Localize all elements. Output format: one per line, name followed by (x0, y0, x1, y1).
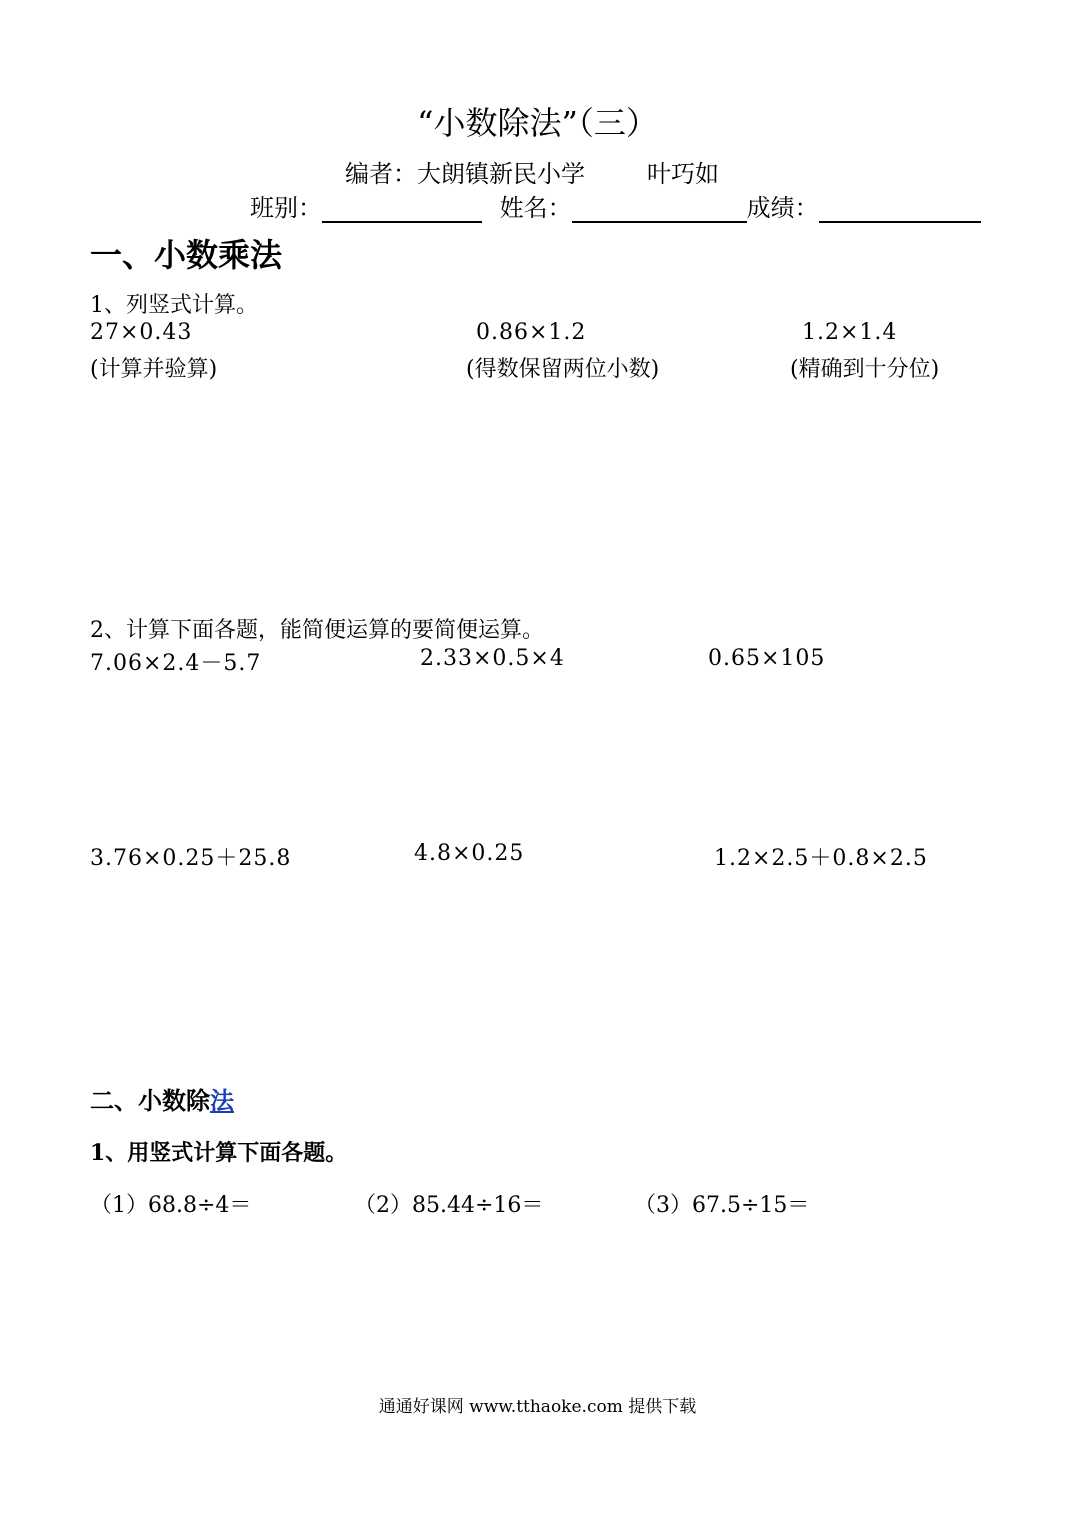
score-label: 成绩： (746, 194, 819, 222)
s2-q1-item-1: （1）68.8÷4＝ (90, 1193, 252, 1218)
q2-expr-1: 7.06×2.4－5.7 (90, 651, 262, 676)
student-info-row (250, 188, 981, 223)
q1-note-1: (计算并验算) (90, 357, 218, 382)
q2-prompt: 2、计算下面各题，能简便运算的要简便运算。 (90, 618, 544, 643)
q1-expr-2: 0.86×1.2 (476, 320, 587, 345)
q2-expr-3: 0.65×105 (708, 646, 826, 671)
section1-heading: 一、小数乘法 (90, 236, 283, 274)
q1-expr-3: 1.2×1.4 (802, 320, 898, 345)
class-label: 班别： (250, 194, 322, 222)
section2-heading-link[interactable]: 法 (210, 1086, 234, 1115)
name-label: 姓名： (499, 194, 572, 222)
q2-expr-5: 4.8×0.25 (414, 841, 525, 866)
q2-expr-6: 1.2×2.5＋0.8×2.5 (714, 846, 928, 871)
class-blank[interactable] (322, 195, 482, 223)
q1-note-3: (精确到十分位) (790, 357, 940, 382)
q1-prompt: 1、列竖式计算。 (90, 293, 258, 318)
author-name: 叶巧如 (647, 160, 719, 188)
s2-q1-item-2: （2）85.44÷16＝ (354, 1193, 544, 1218)
author-label: 编者：大朗镇新民小学 (345, 160, 585, 188)
score-blank[interactable] (819, 195, 981, 223)
section2-heading-text: 二、小数除 (90, 1086, 210, 1115)
page-title: “小数除法”（三） (417, 104, 658, 142)
s2-q1-item-3: （3）67.5÷15＝ (634, 1193, 810, 1218)
footer-text: 通通好课网 www.tthaoke.com 提供下载 (378, 1397, 697, 1417)
author-line (345, 154, 719, 189)
q2-expr-2: 2.33×0.5×4 (420, 646, 565, 671)
name-blank[interactable] (572, 195, 747, 223)
q1-expr-1: 27×0.43 (90, 320, 193, 345)
q1-note-2: (得数保留两位小数) (466, 357, 660, 382)
section2-heading (90, 1081, 234, 1116)
q2-expr-4: 3.76×0.25＋25.8 (90, 846, 292, 871)
s2-q1-prompt: 1、用竖式计算下面各题。 (90, 1140, 348, 1166)
